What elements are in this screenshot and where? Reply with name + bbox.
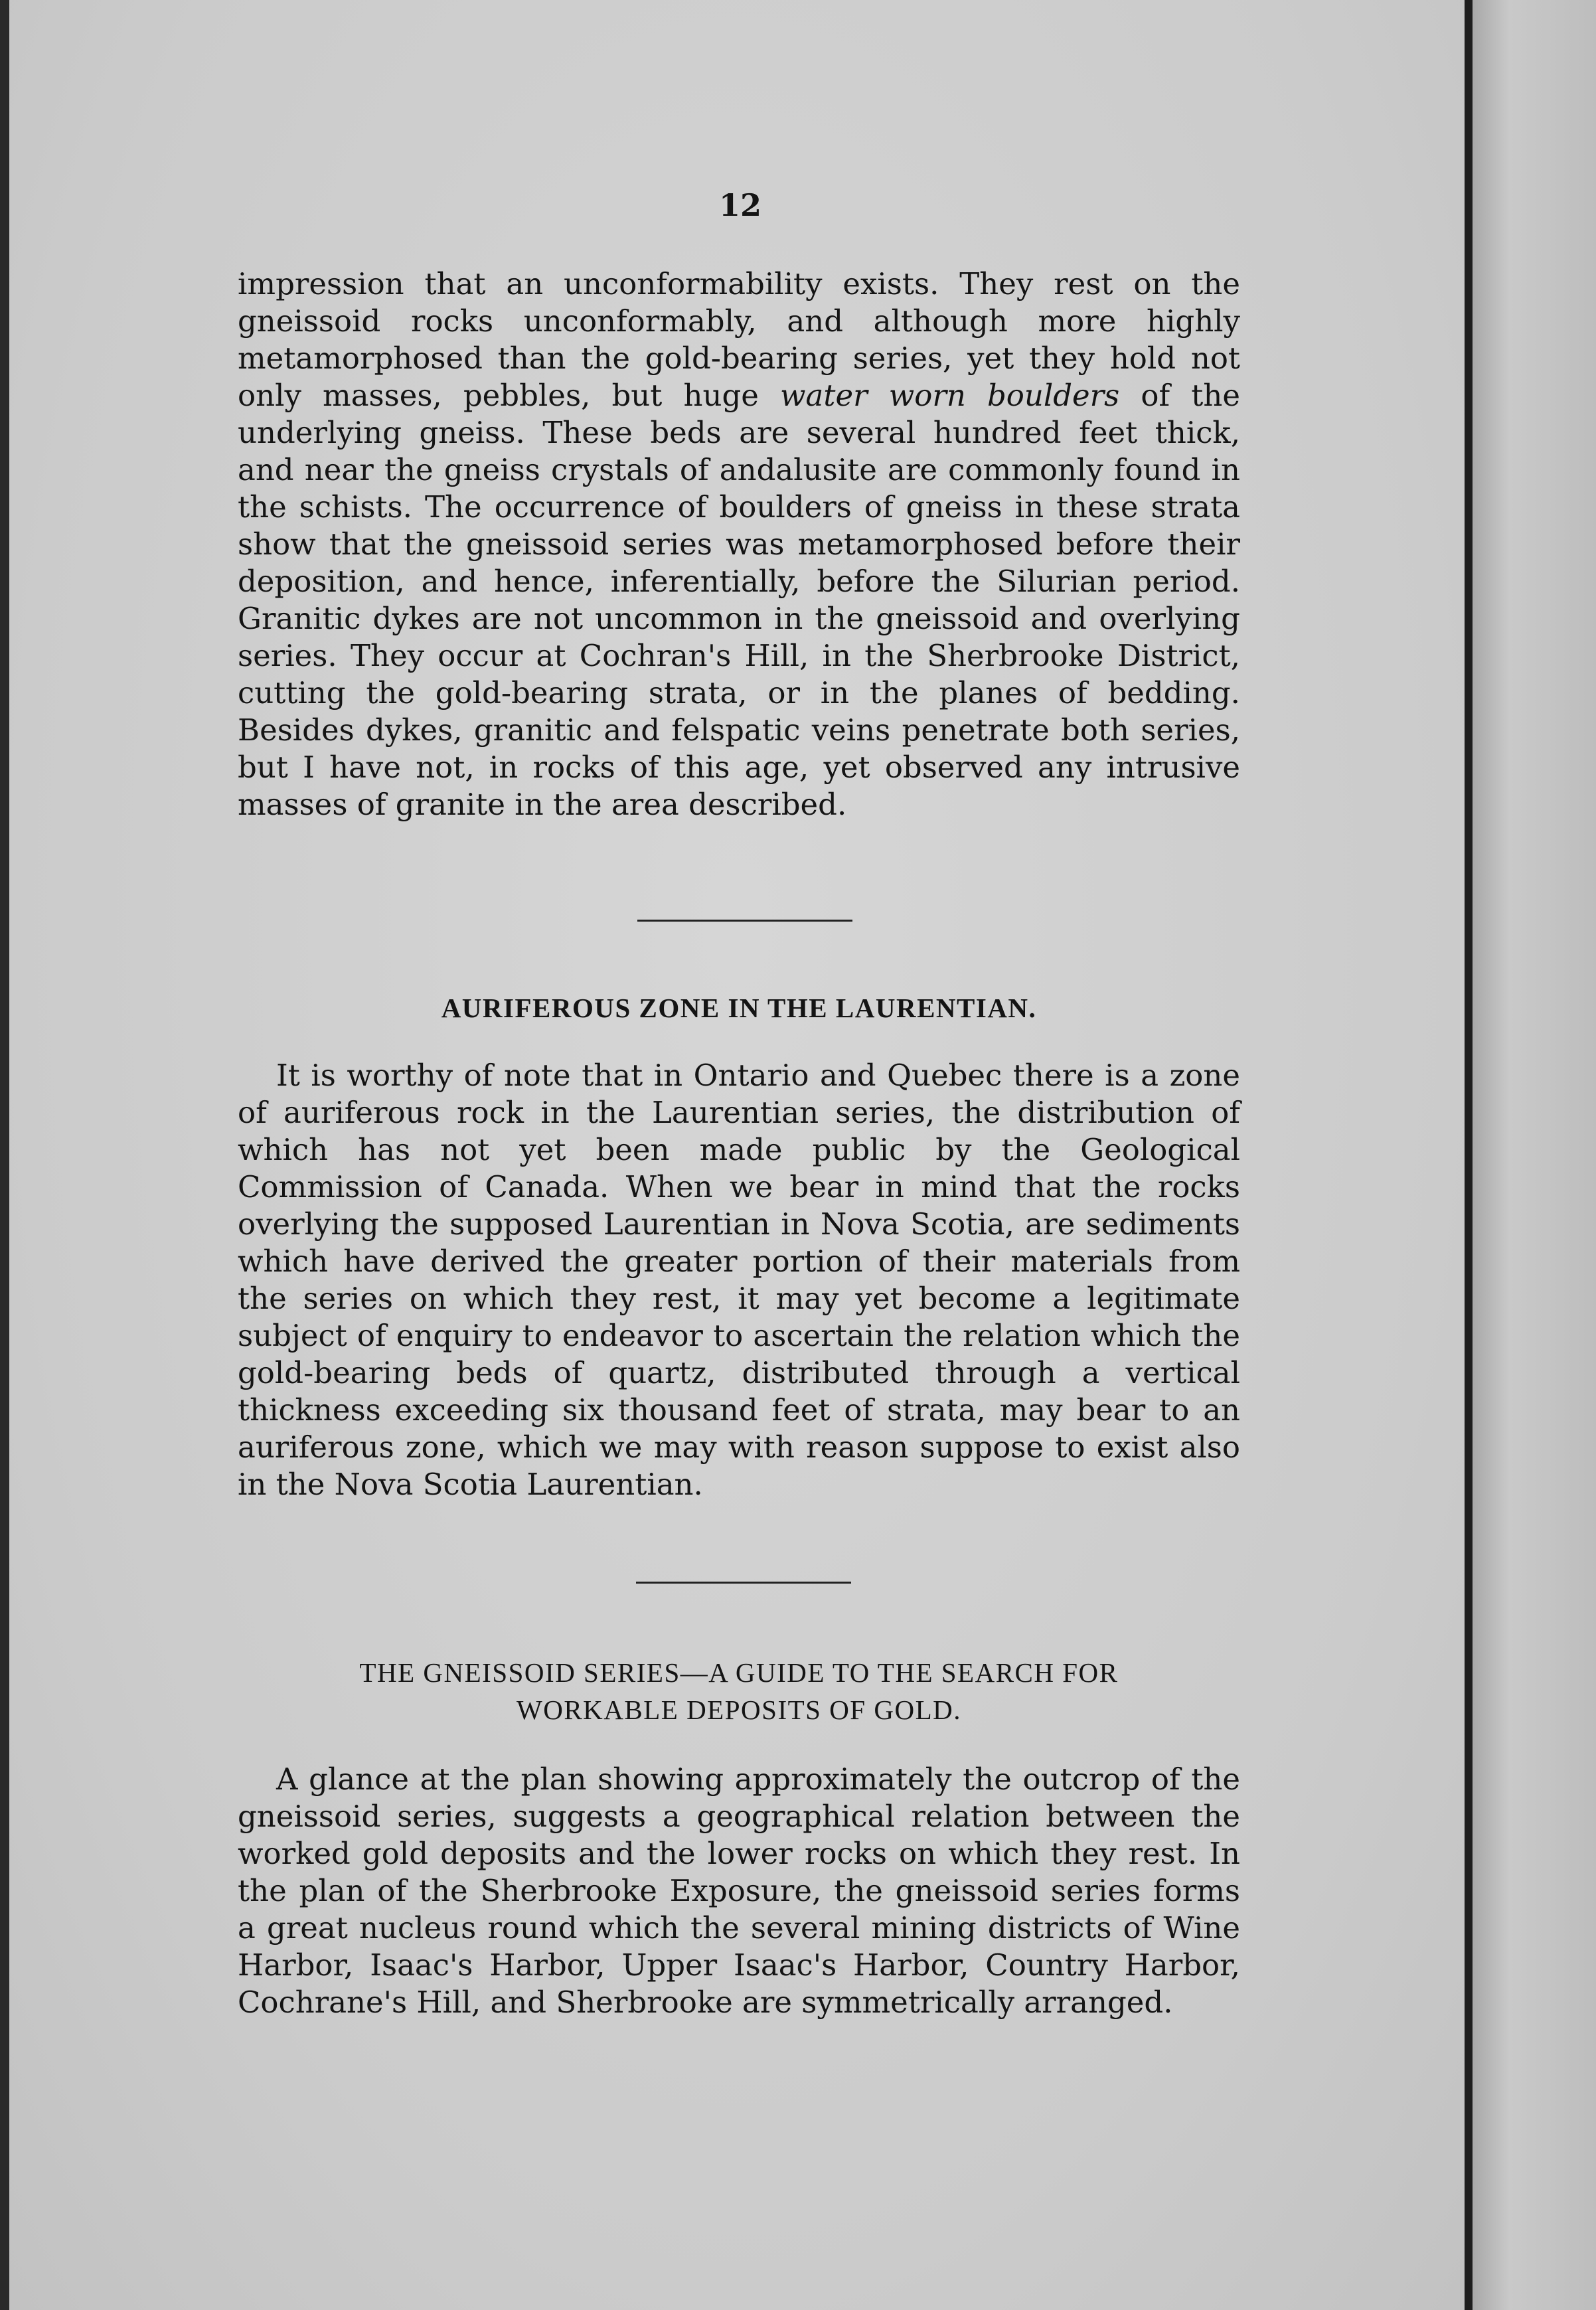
paragraph-text-after-italic: of the underlying gneiss. These beds are several hundred feet thick, and near the gneiss crystals of andalusite are commonly found in the schists. The occurrence of boulders of gneiss in these strata show that the gneissoid series was metamorphosed before their deposition, and hence, inferentially, before the Silurian period. Granitic dykes are not uncommon in the gneissoid and overlying series. They occur at Cochran's Hill, in the Sherbrooke District, cutting the gold-bearing strata, or in the planes of bedding. Besides dykes, granitic and felspatic veins penetrate both series, but I have not, in rocks of this age, yet observed any intrusive masses of granite in the area described. xyxy=(238,378,1240,822)
paragraph-gneissoid-series: A glance at the plan showing approximately the outcrop of the gneissoid series, suggests a geographical relation between the worked gold deposits and the lower rocks on which they rest. In the plan of the Sherbrooke Exposure, the gneissoid series forms a great nucleus round which the several mining districts of Wine Harbor, Isaac's Harbor, Upper Isaac's Harbor, Country Harbor, Cochrane's Hill, and Sherbrooke are symmetrically arranged. xyxy=(238,1762,1240,2020)
paragraph-text-before-italic: impression that an unconformability exists. They rest on the gneissoid rocks unconformably, and although more highly metamorphosed than the gold-bearing series, yet they hold not only masses, pebbles, but huge xyxy=(238,266,1240,413)
page-number: 12 xyxy=(718,187,761,223)
italic-phrase: water worn boulders xyxy=(780,378,1120,413)
heading-line-1: THE GNEISSOID SERIES—A GUIDE TO THE SEARCH FOR xyxy=(359,1657,1119,1688)
section-divider-rule xyxy=(636,1582,851,1584)
paragraph-continuation xyxy=(238,266,1240,823)
section-continuation xyxy=(238,266,1240,823)
section-auriferous-zone xyxy=(238,1057,1240,1503)
paragraph-auriferous-zone: It is worthy of note that in Ontario and Quebec there is a zone of auriferous rock in the Laurentian series, the distribution of which has not yet been made public by the Geological Commission of Canada. When we bear in mind that the rocks overlying the supposed Laurentian in Nova Scotia, are sediments which have derived the greater portion of their materials from the series on which they rest, it may yet become a legitimate subject of enquiry to endeavor to ascertain the relation which the gold-bearing beds of quartz, distributed through a vertical thickness exceeding six thousand feet of strata, may bear to an auriferous zone, which we may with reason suppose to exist also in the Nova Scotia Laurentian. xyxy=(238,1058,1240,1502)
book-spine xyxy=(1465,0,1473,2310)
section-heading-gneissoid-series xyxy=(238,1654,1240,1728)
facing-page-strip xyxy=(1473,0,1596,2310)
heading-line-2: WORKABLE DEPOSITS OF GOLD. xyxy=(517,1694,961,1725)
section-gneissoid-series xyxy=(238,1761,1240,2021)
section-divider-rule xyxy=(637,920,852,922)
section-heading-auriferous-zone: AURIFEROUS ZONE IN THE LAURENTIAN. xyxy=(441,993,1037,1023)
left-page-edge xyxy=(0,0,9,2310)
